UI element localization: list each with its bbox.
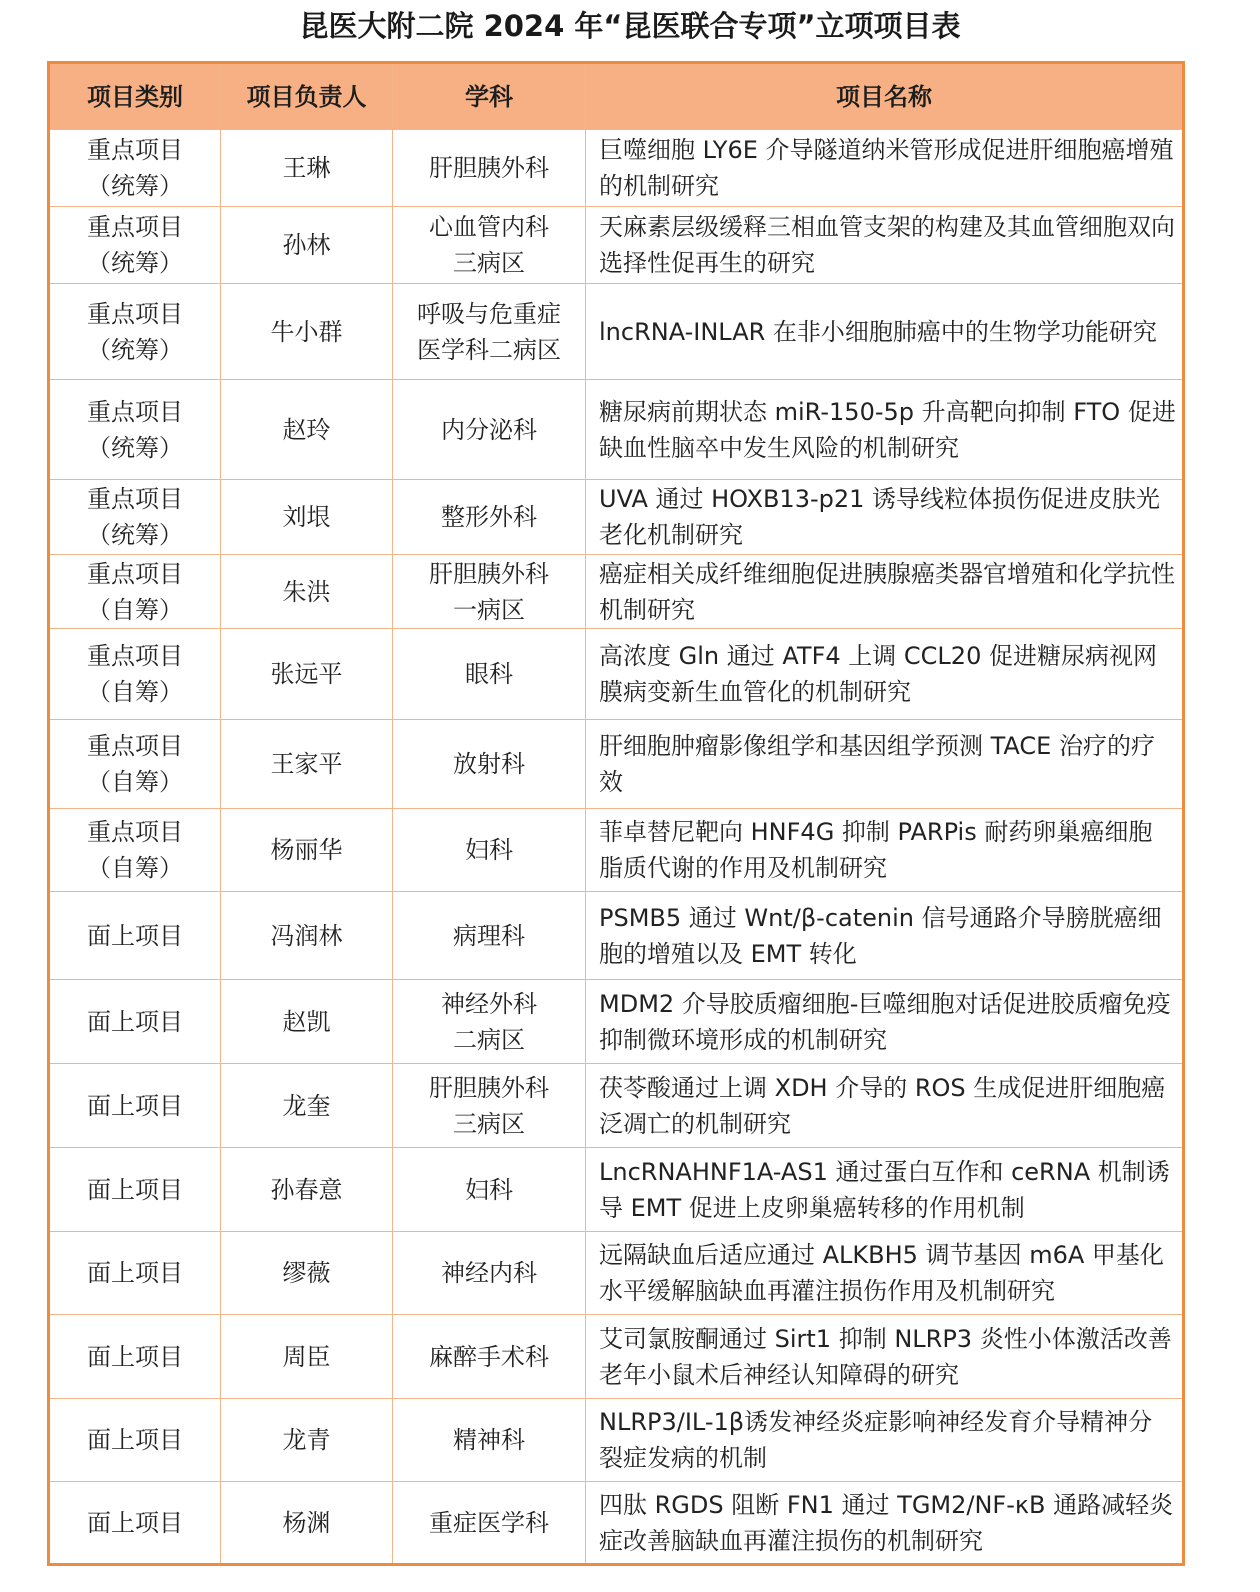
table-row [49, 1399, 1184, 1482]
cell-leader: 杨渊 [221, 1482, 393, 1565]
cell-project-name: 艾司氯胺酮通过 Sirt1 抑制 NLRP3 炎性小体激活改善老年小鼠术后神经认知障碍的研究 [586, 1315, 1184, 1399]
cell-dept: 妇科 [393, 809, 586, 892]
cell-category: 重点项目 （统筹） [49, 130, 221, 207]
table-header-row [49, 63, 1184, 130]
project-table [47, 61, 1185, 1566]
table-row [49, 1315, 1184, 1399]
cell-dept: 呼吸与危重症 医学科二病区 [393, 284, 586, 380]
cell-project-name: UVA 通过 HOXB13-p21 诱导线粒体损伤促进皮肤光老化机制研究 [586, 480, 1184, 555]
cell-category: 面上项目 [49, 1399, 221, 1482]
cell-category: 面上项目 [49, 980, 221, 1064]
cell-dept: 心血管内科 三病区 [393, 207, 586, 284]
cell-category: 面上项目 [49, 892, 221, 980]
cell-category: 重点项目 （统筹） [49, 380, 221, 480]
page-title: 昆医大附二院 2024 年“昆医联合专项”立项项目表 [299, 9, 961, 43]
cell-leader: 张远平 [221, 629, 393, 720]
cell-leader: 牛小群 [221, 284, 393, 380]
table-row [49, 1064, 1184, 1148]
cell-category: 重点项目 （自筹） [49, 720, 221, 809]
table-row [49, 720, 1184, 809]
cell-leader: 赵凯 [221, 980, 393, 1064]
cell-leader: 王家平 [221, 720, 393, 809]
cell-dept: 放射科 [393, 720, 586, 809]
cell-leader: 杨丽华 [221, 809, 393, 892]
table-row [49, 284, 1184, 380]
header-name: 项目名称 [586, 63, 1184, 130]
table-row [49, 1482, 1184, 1565]
cell-dept: 内分泌科 [393, 380, 586, 480]
cell-leader: 龙奎 [221, 1064, 393, 1148]
cell-dept: 整形外科 [393, 480, 586, 555]
cell-category: 面上项目 [49, 1064, 221, 1148]
cell-category: 重点项目 （统筹） [49, 284, 221, 380]
cell-dept: 精神科 [393, 1399, 586, 1482]
cell-category: 重点项目 （统筹） [49, 207, 221, 284]
cell-project-name: 菲卓替尼靶向 HNF4G 抑制 PARPis 耐药卵巢癌细胞脂质代谢的作用及机制研究 [586, 809, 1184, 892]
cell-project-name: MDM2 介导胶质瘤细胞-巨噬细胞对话促进胶质瘤免疫抑制微环境形成的机制研究 [586, 980, 1184, 1064]
cell-leader: 朱洪 [221, 555, 393, 629]
cell-project-name: LncRNAHNF1A-AS1 通过蛋白互作和 ceRNA 机制诱导 EMT 促进上皮卵巢癌转移的作用机制 [586, 1148, 1184, 1232]
table-row [49, 555, 1184, 629]
cell-category: 重点项目 （统筹） [49, 480, 221, 555]
cell-dept: 肝胆胰外科 三病区 [393, 1064, 586, 1148]
table-row [49, 980, 1184, 1064]
cell-dept: 肝胆胰外科 一病区 [393, 555, 586, 629]
cell-dept: 肝胆胰外科 [393, 130, 586, 207]
header-dept: 学科 [393, 63, 586, 130]
cell-leader: 龙青 [221, 1399, 393, 1482]
cell-project-name: PSMB5 通过 Wnt/β-catenin 信号通路介导膀胱癌细胞的增殖以及 EMT 转化 [586, 892, 1184, 980]
table-row [49, 1232, 1184, 1315]
cell-project-name: 四肽 RGDS 阻断 FN1 通过 TGM2/NF-κB 通路减轻炎症改善脑缺血再灌注损伤的机制研究 [586, 1482, 1184, 1565]
cell-project-name: 远隔缺血后适应通过 ALKBH5 调节基因 m6A 甲基化水平缓解脑缺血再灌注损伤作用及机制研究 [586, 1232, 1184, 1315]
cell-project-name: NLRP3/IL-1β诱发神经炎症影响神经发育介导精神分裂症发病的机制 [586, 1399, 1184, 1482]
cell-category: 重点项目 （自筹） [49, 555, 221, 629]
table-row [49, 380, 1184, 480]
cell-project-name: 茯苓酸通过上调 XDH 介导的 ROS 生成促进肝细胞癌泛凋亡的机制研究 [586, 1064, 1184, 1148]
cell-dept: 病理科 [393, 892, 586, 980]
cell-project-name: 肝细胞肿瘤影像组学和基因组学预测 TACE 治疗的疗效 [586, 720, 1184, 809]
cell-dept: 神经内科 [393, 1232, 586, 1315]
cell-dept: 妇科 [393, 1148, 586, 1232]
cell-category: 面上项目 [49, 1232, 221, 1315]
table-row [49, 892, 1184, 980]
cell-category: 面上项目 [49, 1482, 221, 1565]
cell-category: 重点项目 （自筹） [49, 809, 221, 892]
cell-category: 面上项目 [49, 1148, 221, 1232]
cell-dept: 重症医学科 [393, 1482, 586, 1565]
cell-leader: 冯润林 [221, 892, 393, 980]
header-category: 项目类别 [49, 63, 221, 130]
header-leader: 项目负责人 [221, 63, 393, 130]
cell-dept: 麻醉手术科 [393, 1315, 586, 1399]
cell-leader: 孙林 [221, 207, 393, 284]
cell-leader: 刘垠 [221, 480, 393, 555]
table-row [49, 629, 1184, 720]
cell-dept: 神经外科 二病区 [393, 980, 586, 1064]
table-row [49, 130, 1184, 207]
cell-project-name: 糖尿病前期状态 miR-150-5p 升高靶向抑制 FTO 促进缺血性脑卒中发生风险的机制研究 [586, 380, 1184, 480]
table-row [49, 207, 1184, 284]
cell-project-name: 天麻素层级缓释三相血管支架的构建及其血管细胞双向选择性促再生的研究 [586, 207, 1184, 284]
cell-project-name: 巨噬细胞 LY6E 介导隧道纳米管形成促进肝细胞癌增殖的机制研究 [586, 130, 1184, 207]
cell-leader: 缪薇 [221, 1232, 393, 1315]
cell-leader: 赵玲 [221, 380, 393, 480]
table-row [49, 480, 1184, 555]
cell-leader: 孙春意 [221, 1148, 393, 1232]
cell-category: 重点项目 （自筹） [49, 629, 221, 720]
cell-dept: 眼科 [393, 629, 586, 720]
cell-leader: 王琳 [221, 130, 393, 207]
cell-category: 面上项目 [49, 1315, 221, 1399]
cell-project-name: 癌症相关成纤维细胞促进胰腺癌类器官增殖和化学抗性机制研究 [586, 555, 1184, 629]
cell-leader: 周臣 [221, 1315, 393, 1399]
cell-project-name: lncRNA-INLAR 在非小细胞肺癌中的生物学功能研究 [586, 284, 1184, 380]
table-row [49, 1148, 1184, 1232]
cell-project-name: 高浓度 Gln 通过 ATF4 上调 CCL20 促进糖尿病视网膜病变新生血管化的机制研究 [586, 629, 1184, 720]
table-row [49, 809, 1184, 892]
